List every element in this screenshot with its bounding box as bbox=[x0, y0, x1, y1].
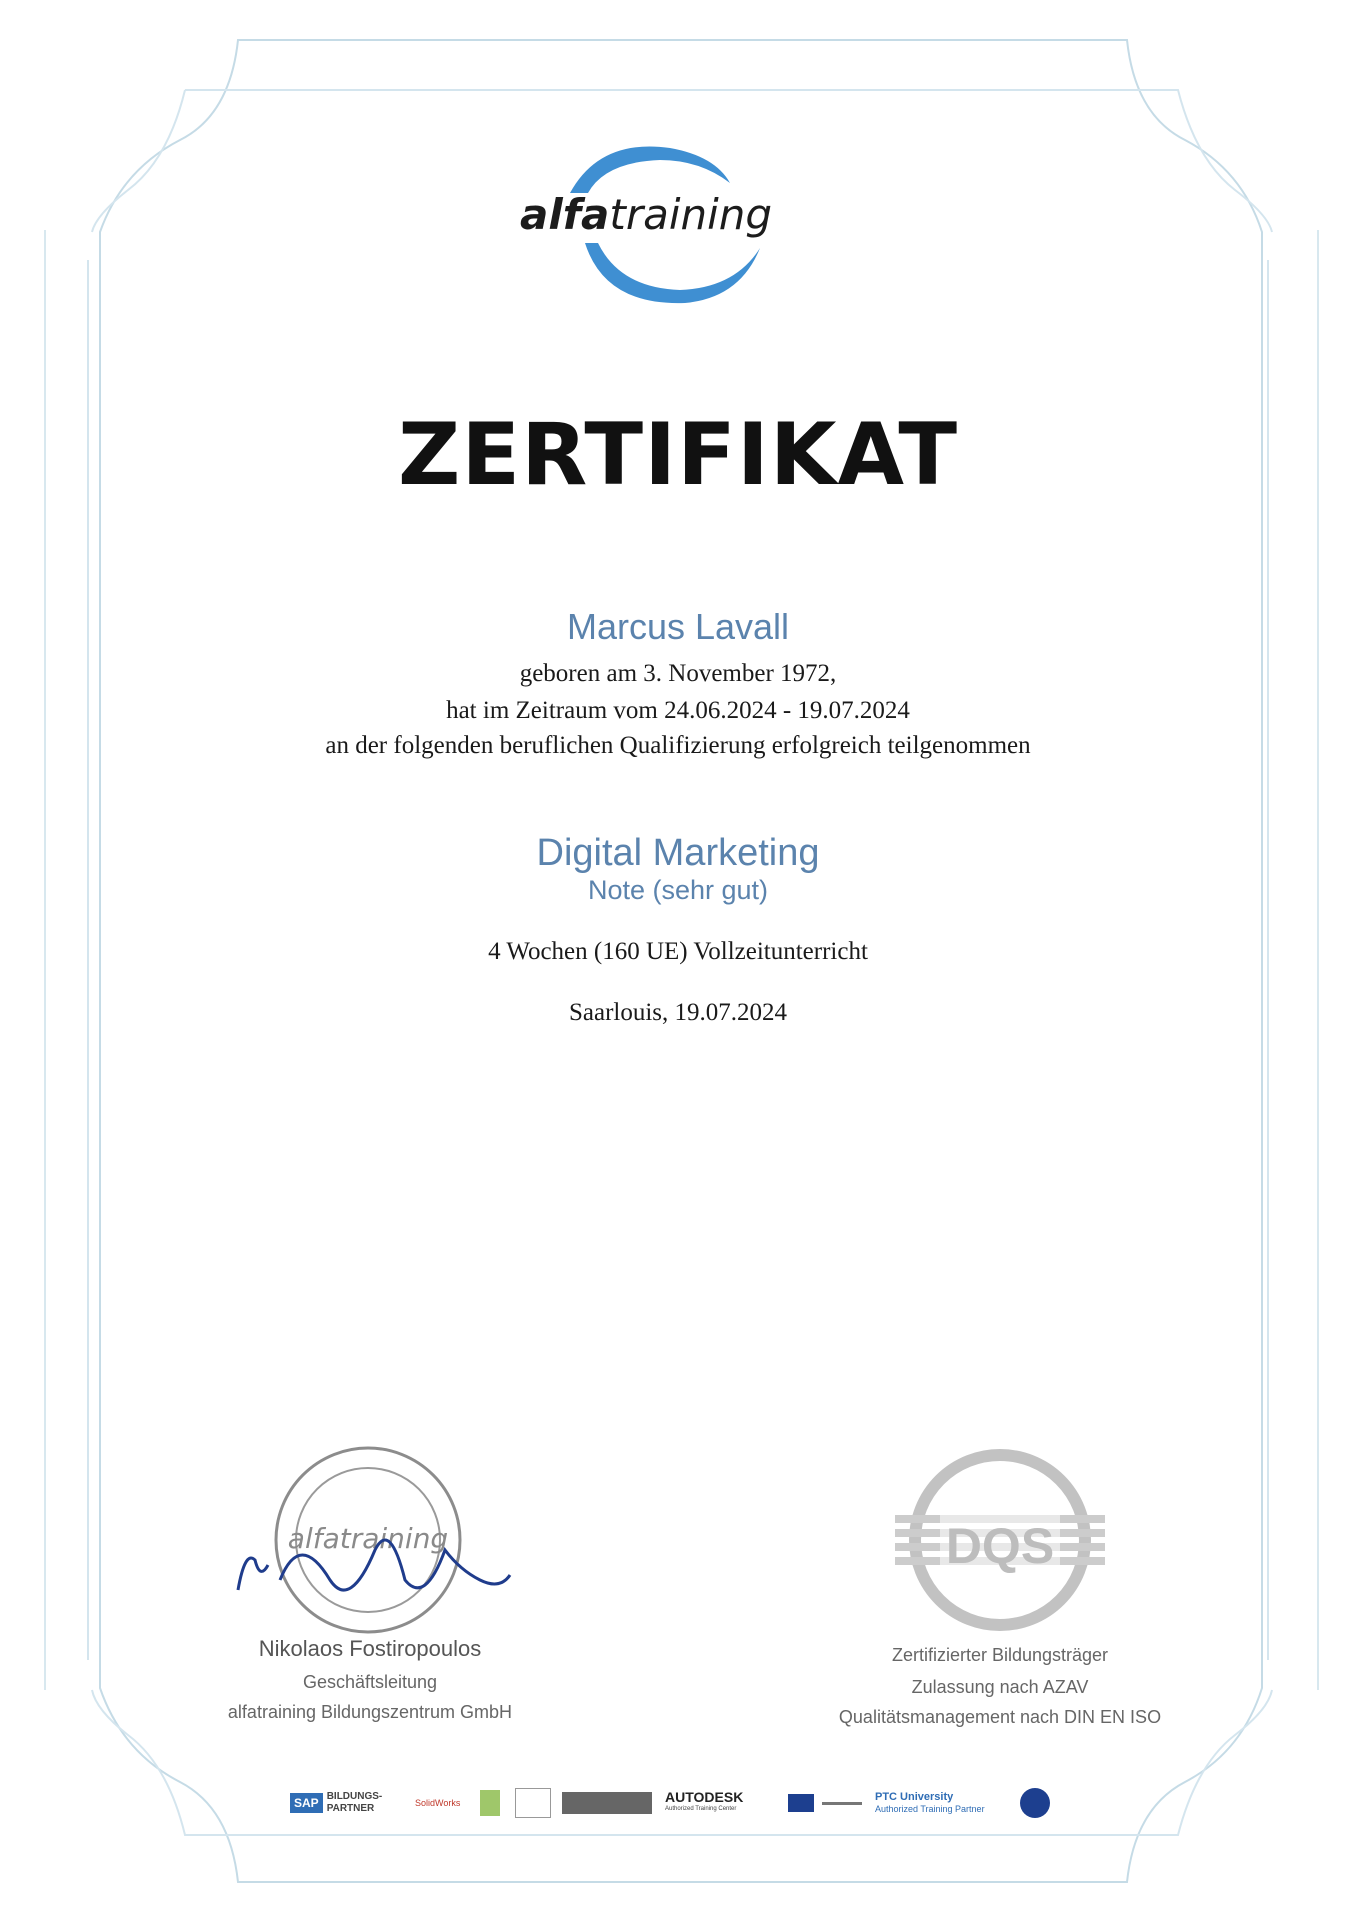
small-partner-icon bbox=[480, 1785, 500, 1821]
place-date: Saarlouis, 19.07.2024 bbox=[568, 999, 788, 1026]
autodesk-logo: AUTODESK Authorized Training Center bbox=[665, 1789, 744, 1812]
participation-line: an der folgenden beruflichen Qualifizierung erfolgreich teilgenommen bbox=[325, 732, 1031, 759]
quality-line-3: Qualitätsmanagement nach DIN EN ISO bbox=[838, 1707, 1162, 1727]
svg-text:DQS: DQS bbox=[945, 1518, 1055, 1574]
certificate-title: ZERTIFIKAT bbox=[397, 405, 959, 505]
course-grade: Note (sehr gut) bbox=[587, 875, 769, 905]
svg-text:alfatraining: alfatraining bbox=[287, 1522, 449, 1555]
aviation-logo bbox=[822, 1785, 862, 1821]
recipient-name: Marcus Lavall bbox=[566, 606, 790, 647]
partner-badge-icon bbox=[515, 1785, 551, 1821]
partner-logos bbox=[290, 1785, 1080, 1825]
ptc-university-logo: PTC University Authorized Training Partner bbox=[875, 1791, 985, 1814]
period-line: hat im Zeitraum vom 24.06.2024 - 19.07.2024 bbox=[446, 697, 910, 724]
signatory-name: Nikolaos Fostiropoulos bbox=[258, 1636, 482, 1661]
course-name: Digital Marketing bbox=[536, 832, 820, 874]
signatory-role: Geschäftsleitung bbox=[302, 1672, 438, 1692]
company-stamp-icon bbox=[200, 1440, 540, 1640]
quality-line-2: Zulassung nach AZAV bbox=[911, 1677, 1089, 1697]
dqs-seal-icon bbox=[820, 1445, 1180, 1635]
solidworks-logo: SolidWorks bbox=[415, 1798, 461, 1808]
quality-block bbox=[820, 1445, 1180, 1745]
eu-flag-icon bbox=[788, 1785, 814, 1821]
signatory-company: alfatraining Bildungszentrum GmbH bbox=[227, 1702, 513, 1722]
dark-partner-logo bbox=[562, 1785, 652, 1821]
signature-block bbox=[200, 1440, 540, 1740]
sap-partner-logo: SAP BILDUNGS- PARTNER bbox=[290, 1785, 382, 1821]
quality-line-1: Zertifizierter Bildungsträger bbox=[891, 1645, 1109, 1665]
course-duration: 4 Wochen (160 UE) Vollzeitunterricht bbox=[488, 938, 868, 965]
logo-text: alfatraining bbox=[520, 190, 773, 239]
round-seal-icon bbox=[1020, 1785, 1050, 1821]
alfatraining-logo bbox=[510, 138, 790, 318]
birth-line: geboren am 3. November 1972, bbox=[519, 660, 837, 687]
